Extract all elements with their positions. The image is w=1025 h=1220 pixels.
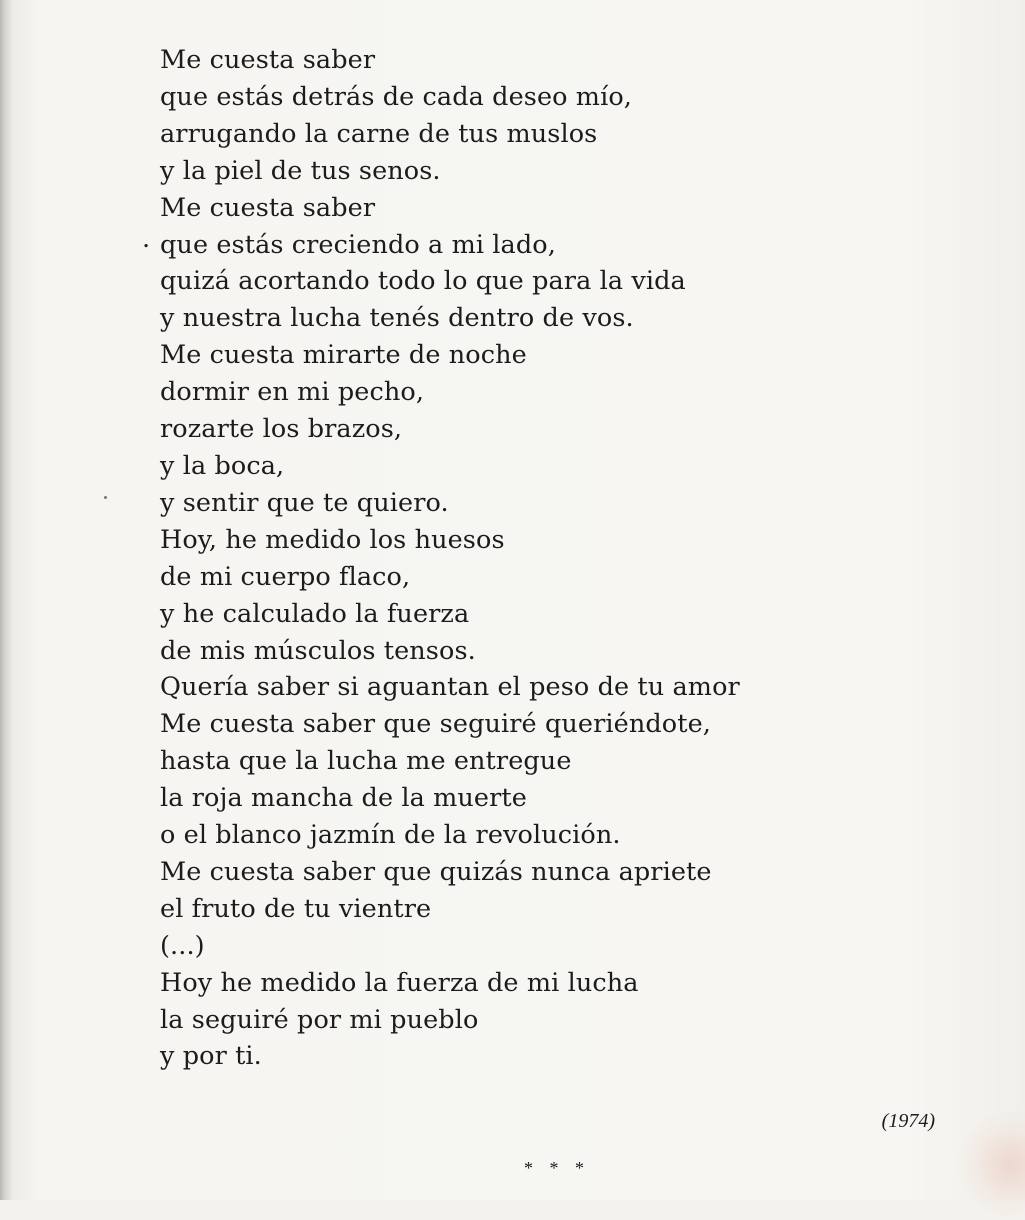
poem-line: Quería saber si aguantan el peso de tu amor <box>160 672 740 703</box>
poem-line: y por ti. <box>160 1041 262 1072</box>
poem-line: o el blanco jazmín de la revolución. <box>160 820 621 851</box>
poem-line: y nuestra lucha tenés dentro de vos. <box>160 303 634 334</box>
poem-body <box>160 42 780 1075</box>
poem-line: Me cuesta saber <box>160 45 376 75</box>
section-separator: * * * <box>524 1158 590 1178</box>
poem-line: de mis músculos tensos. <box>160 635 476 666</box>
poem-line: y he calculado la fuerza <box>160 598 470 629</box>
poem-line: Me cuesta mirarte de noche <box>160 340 527 371</box>
paper-stain <box>955 1110 1025 1220</box>
paper-speck <box>104 496 107 499</box>
poem-line: rozarte los brazos, <box>160 414 403 445</box>
poem-line: el fruto de tu vientre <box>160 893 432 924</box>
poem-line: Hoy, he medido los huesos <box>160 524 505 555</box>
poem-line: la roja mancha de la muerte <box>160 783 527 814</box>
poem-line: la seguiré por mi pueblo <box>160 1004 479 1035</box>
poem-line: quizá acortando todo lo que para la vida <box>160 266 686 297</box>
poem-line: y la piel de tus senos. <box>160 155 441 186</box>
poem-line: Hoy he medido la fuerza de mi lucha <box>160 967 639 998</box>
book-spine-edge <box>0 0 12 1200</box>
poem-line: hasta que la lucha me entregue <box>160 746 572 777</box>
poem-line: y sentir que te quiero. <box>160 487 449 518</box>
poem-line: que estás detrás de cada deseo mío, <box>160 81 632 112</box>
poem-line: arrugando la carne de tus muslos <box>160 118 598 149</box>
poem-line: Me cuesta saber que quizás nunca apriete <box>160 856 712 887</box>
poem-date: (1974) <box>881 1110 935 1132</box>
poem-line: . que estás creciendo a mi lado, <box>160 227 780 264</box>
poem-line: Me cuesta saber que seguiré queriéndote, <box>160 709 711 740</box>
poem-line: dormir en mi pecho, <box>160 377 425 408</box>
poem-line: Me cuesta saber <box>160 192 376 223</box>
poem-line: y la boca, <box>160 450 285 481</box>
poem-line: de mi cuerpo flaco, <box>160 561 411 592</box>
poem-line: (...) <box>160 930 205 961</box>
